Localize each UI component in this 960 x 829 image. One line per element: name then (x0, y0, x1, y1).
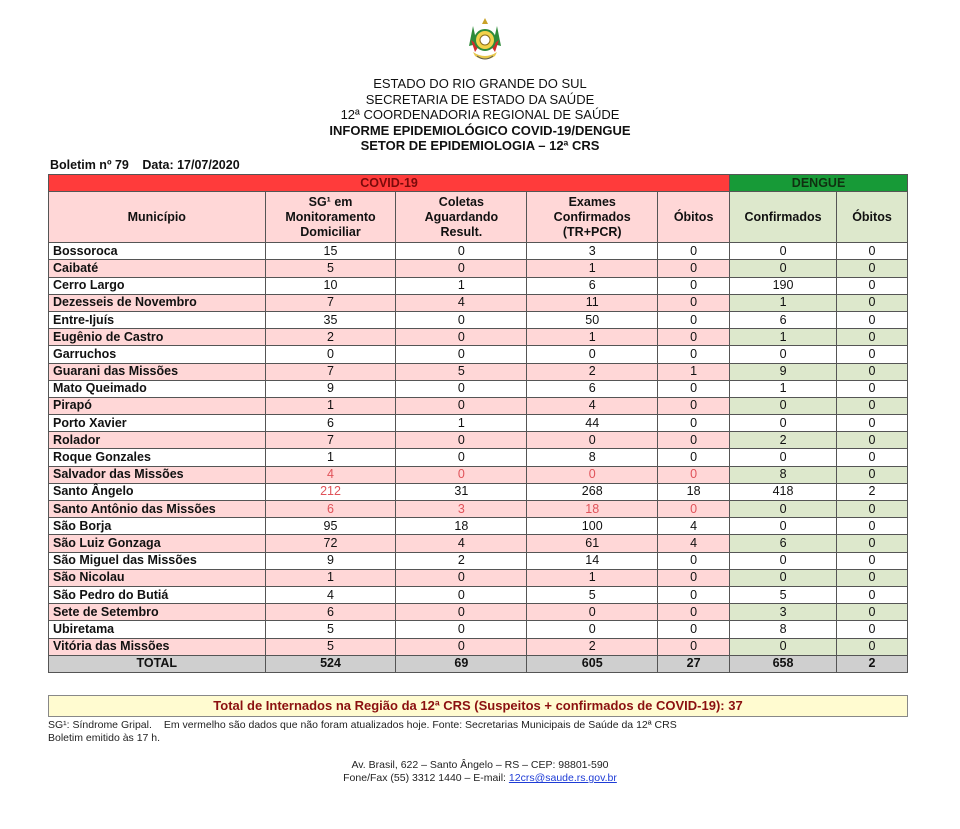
sg-cell: 4 (265, 466, 396, 483)
obitos-cell: 18 (658, 483, 730, 500)
dengue-obitos-cell: 0 (837, 415, 908, 432)
obitos-cell: 0 (658, 569, 730, 586)
municipio-cell: Porto Xavier (49, 415, 266, 432)
dengue-obitos-cell: 0 (837, 501, 908, 518)
obitos-cell: 0 (658, 604, 730, 621)
dengue-confirmados-cell: 418 (730, 483, 837, 500)
address-line: Av. Brasil, 622 – Santo Ângelo – RS – CEP: 98801-590 (351, 759, 609, 771)
municipio-cell: Roque Gonzales (49, 449, 266, 466)
coletas-cell: 1 (396, 415, 527, 432)
table-row (49, 518, 908, 535)
col-sg-line2: Monitoramento (285, 209, 376, 224)
header-secretariat: SECRETARIA DE ESTADO DA SAÚDE (365, 91, 595, 107)
coletas-cell: 0 (396, 346, 527, 363)
municipio-cell: Pirapó (49, 397, 266, 414)
coletas-cell: 0 (396, 311, 527, 328)
exames-cell: 1 (527, 569, 658, 586)
municipio-cell: Guarani das Missões (49, 363, 266, 380)
municipio-cell: São Luiz Gonzaga (49, 535, 266, 552)
dengue-confirmados-cell: 0 (730, 415, 837, 432)
dengue-obitos-cell: 0 (837, 260, 908, 277)
dengue-obitos-cell: 0 (837, 638, 908, 655)
municipio-cell: Rolador (49, 432, 266, 449)
total-dengue-confirmados-cell: 658 (730, 655, 837, 672)
exames-cell: 44 (527, 415, 658, 432)
obitos-cell: 0 (658, 277, 730, 294)
col-coletas-line2: Aguardando (424, 209, 499, 224)
sg-cell: 1 (265, 569, 396, 586)
sg-cell: 0 (265, 346, 396, 363)
total-dengue-obitos-cell: 2 (837, 655, 908, 672)
coletas-cell: 0 (396, 466, 527, 483)
footnote-sg: SG¹: Síndrome Gripal. (48, 719, 152, 731)
sg-cell: 7 (265, 363, 396, 380)
table-body (49, 243, 908, 673)
coletas-cell: 0 (396, 397, 527, 414)
dengue-obitos-cell: 0 (837, 535, 908, 552)
exames-cell: 1 (527, 329, 658, 346)
sg-cell: 2 (265, 329, 396, 346)
bulletin-date: Data: 17/07/2020 (142, 158, 240, 172)
dengue-confirmados-cell: 0 (730, 397, 837, 414)
hospitalized-total-banner: Total de Internados na Região da 12ª CRS (Suspeitos + confirmados de COVID-19): 37 (48, 695, 908, 717)
table-row (49, 346, 908, 363)
table-row (49, 329, 908, 346)
dengue-confirmados-cell: 3 (730, 604, 837, 621)
municipio-cell: Dezesseis de Novembro (49, 294, 266, 311)
municipio-cell: Santo Antônio das Missões (49, 501, 266, 518)
obitos-cell: 4 (658, 518, 730, 535)
contact-address (0, 759, 960, 785)
table-row (49, 449, 908, 466)
municipio-cell: Caibaté (49, 260, 266, 277)
municipio-cell: Eugênio de Castro (49, 329, 266, 346)
dengue-confirmados-cell: 6 (730, 535, 837, 552)
coletas-cell: 0 (396, 243, 527, 260)
municipio-cell: Vitória das Missões (49, 638, 266, 655)
sg-cell: 72 (265, 535, 396, 552)
obitos-cell: 0 (658, 243, 730, 260)
municipio-cell: Sete de Setembro (49, 604, 266, 621)
sg-cell: 9 (265, 552, 396, 569)
municipio-cell: Garruchos (49, 346, 266, 363)
exames-cell: 3 (527, 243, 658, 260)
total-obitos-cell: 27 (658, 655, 730, 672)
obitos-cell: 0 (658, 294, 730, 311)
footnote-emitted: Boletim emitido às 17 h. (48, 732, 161, 744)
dengue-obitos-cell: 0 (837, 466, 908, 483)
exames-cell: 4 (527, 397, 658, 414)
dengue-confirmados-cell: 9 (730, 363, 837, 380)
dengue-obitos-cell: 0 (837, 311, 908, 328)
dengue-obitos-cell: 0 (837, 380, 908, 397)
sg-cell: 1 (265, 449, 396, 466)
sg-cell: 4 (265, 586, 396, 603)
dengue-confirmados-cell: 190 (730, 277, 837, 294)
sg-cell: 5 (265, 260, 396, 277)
exames-cell: 2 (527, 638, 658, 655)
bulletin-number: Boletim nº 79 (50, 158, 129, 172)
table-row (49, 535, 908, 552)
obitos-cell: 0 (658, 432, 730, 449)
dengue-confirmados-cell: 0 (730, 569, 837, 586)
contact-line (0, 772, 960, 785)
coletas-cell: 0 (396, 569, 527, 586)
total-exames-cell: 605 (527, 655, 658, 672)
municipio-cell: Ubiretama (49, 621, 266, 638)
sg-cell: 6 (265, 604, 396, 621)
col-sg-monitoramento (265, 192, 396, 243)
dengue-confirmados-cell: 0 (730, 449, 837, 466)
coletas-cell: 3 (396, 501, 527, 518)
table-row (49, 604, 908, 621)
obitos-cell: 0 (658, 449, 730, 466)
dengue-confirmados-cell: 0 (730, 501, 837, 518)
exames-cell: 100 (527, 518, 658, 535)
dengue-confirmados-cell: 0 (730, 638, 837, 655)
sg-cell: 212 (265, 483, 396, 500)
col-sg-line3: Domiciliar (300, 224, 361, 239)
exames-cell: 0 (527, 604, 658, 621)
dengue-confirmados-cell: 6 (730, 311, 837, 328)
col-sg-line1: SG¹ em (308, 194, 353, 209)
sg-cell: 9 (265, 380, 396, 397)
exames-cell: 0 (527, 432, 658, 449)
exames-cell: 0 (527, 346, 658, 363)
col-municipio: Município (49, 192, 266, 243)
dengue-obitos-cell: 0 (837, 346, 908, 363)
coletas-cell: 0 (396, 586, 527, 603)
dengue-obitos-cell: 0 (837, 329, 908, 346)
municipio-cell: Bossoroca (49, 243, 266, 260)
coletas-cell: 0 (396, 604, 527, 621)
email-link[interactable]: 12crs@saude.rs.gov.br (508, 772, 617, 784)
exames-cell: 61 (527, 535, 658, 552)
dengue-obitos-cell: 0 (837, 569, 908, 586)
obitos-cell: 0 (658, 552, 730, 569)
municipio-cell: Cerro Largo (49, 277, 266, 294)
sg-cell: 7 (265, 294, 396, 311)
municipio-cell: São Pedro do Butiá (49, 586, 266, 603)
dengue-group-header: DENGUE (730, 175, 908, 192)
exames-cell: 8 (527, 449, 658, 466)
coletas-cell: 0 (396, 432, 527, 449)
obitos-cell: 0 (658, 346, 730, 363)
exames-cell: 18 (527, 501, 658, 518)
coletas-cell: 0 (396, 638, 527, 655)
col-coletas-line1: Coletas (438, 194, 484, 209)
coat-of-arms-icon (465, 16, 505, 64)
coletas-cell: 2 (396, 552, 527, 569)
exames-cell: 50 (527, 311, 658, 328)
dengue-obitos-cell: 0 (837, 277, 908, 294)
coletas-cell: 1 (396, 277, 527, 294)
table-row (49, 294, 908, 311)
table-row (49, 501, 908, 518)
col-dengue-obitos: Óbitos (837, 192, 908, 243)
covid-group-header: COVID-19 (49, 175, 730, 192)
dengue-obitos-cell: 0 (837, 243, 908, 260)
table-row (49, 552, 908, 569)
exames-cell: 2 (527, 363, 658, 380)
table-row (49, 277, 908, 294)
dengue-confirmados-cell: 0 (730, 346, 837, 363)
obitos-cell: 0 (658, 329, 730, 346)
epidemiology-table (48, 174, 908, 673)
coletas-cell: 4 (396, 535, 527, 552)
total-row (49, 655, 908, 672)
coletas-cell: 0 (396, 260, 527, 277)
dengue-obitos-cell: 2 (837, 483, 908, 500)
exames-cell: 14 (527, 552, 658, 569)
col-exames-line3: (TR+PCR) (562, 224, 622, 239)
sg-cell: 7 (265, 432, 396, 449)
dengue-obitos-cell: 0 (837, 363, 908, 380)
dengue-confirmados-cell: 0 (730, 260, 837, 277)
coletas-cell: 4 (396, 294, 527, 311)
sg-cell: 10 (265, 277, 396, 294)
dengue-obitos-cell: 0 (837, 449, 908, 466)
sg-cell: 1 (265, 397, 396, 414)
table-row (49, 569, 908, 586)
dengue-obitos-cell: 0 (837, 586, 908, 603)
dengue-obitos-cell: 0 (837, 397, 908, 414)
table-row (49, 638, 908, 655)
exames-cell: 268 (527, 483, 658, 500)
col-dengue-confirmados: Confirmados (730, 192, 837, 243)
municipio-cell: Salvador das Missões (49, 466, 266, 483)
municipio-cell: Entre-Ijuís (49, 311, 266, 328)
phone-text: Fone/Fax (55) 3312 1440 – E-mail: (343, 772, 509, 784)
exames-cell: 6 (527, 380, 658, 397)
sg-cell: 6 (265, 501, 396, 518)
obitos-cell: 0 (658, 466, 730, 483)
col-exames-line2: Confirmados (553, 209, 631, 224)
table-row (49, 397, 908, 414)
obitos-cell: 1 (658, 363, 730, 380)
total-coletas-cell: 69 (396, 655, 527, 672)
exames-cell: 0 (527, 466, 658, 483)
report-title: INFORME EPIDEMIOLÓGICO COVID-19/DENGUE (329, 122, 631, 138)
document-header (0, 76, 960, 154)
exames-cell: 0 (527, 621, 658, 638)
obitos-cell: 0 (658, 260, 730, 277)
sg-cell: 6 (265, 415, 396, 432)
coletas-cell: 0 (396, 449, 527, 466)
dengue-confirmados-cell: 8 (730, 621, 837, 638)
obitos-cell: 4 (658, 535, 730, 552)
dengue-confirmados-cell: 1 (730, 380, 837, 397)
dengue-obitos-cell: 0 (837, 432, 908, 449)
coletas-cell: 18 (396, 518, 527, 535)
obitos-cell: 0 (658, 397, 730, 414)
dengue-obitos-cell: 0 (837, 604, 908, 621)
municipio-cell: São Miguel das Missões (49, 552, 266, 569)
table-row (49, 260, 908, 277)
coletas-cell: 5 (396, 363, 527, 380)
header-state: ESTADO DO RIO GRANDE DO SUL (373, 76, 587, 91)
coletas-cell: 0 (396, 380, 527, 397)
sg-cell: 15 (265, 243, 396, 260)
exames-cell: 11 (527, 294, 658, 311)
footnote-legend: Em vermelho são dados que não foram atualizados hoje. Fonte: Secretarias Municipais de Saúde da 12ª CRS (163, 719, 677, 731)
obitos-cell: 0 (658, 621, 730, 638)
dengue-confirmados-cell: 0 (730, 243, 837, 260)
dengue-confirmados-cell: 0 (730, 518, 837, 535)
municipio-cell: Mato Queimado (49, 380, 266, 397)
dengue-confirmados-cell: 1 (730, 329, 837, 346)
obitos-cell: 0 (658, 638, 730, 655)
obitos-cell: 0 (658, 415, 730, 432)
col-coletas (396, 192, 527, 243)
col-exames (527, 192, 658, 243)
footnotes (48, 719, 677, 745)
col-coletas-line3: Result. (440, 224, 483, 239)
table-row (49, 415, 908, 432)
table-row (49, 311, 908, 328)
exames-cell: 5 (527, 586, 658, 603)
table-row (49, 243, 908, 260)
table-row (49, 466, 908, 483)
report-subtitle: SETOR DE EPIDEMIOLOGIA – 12ª CRS (360, 138, 600, 153)
obitos-cell: 0 (658, 380, 730, 397)
exames-cell: 6 (527, 277, 658, 294)
obitos-cell: 0 (658, 311, 730, 328)
header-coordination: 12ª COORDENADORIA REGIONAL DE SAÚDE (340, 107, 620, 122)
table-row (49, 363, 908, 380)
table-row (49, 621, 908, 638)
dengue-obitos-cell: 0 (837, 518, 908, 535)
dengue-confirmados-cell: 5 (730, 586, 837, 603)
col-obitos-covid: Óbitos (658, 192, 730, 243)
municipio-cell: São Borja (49, 518, 266, 535)
sg-cell: 5 (265, 621, 396, 638)
dengue-confirmados-cell: 8 (730, 466, 837, 483)
dengue-obitos-cell: 0 (837, 552, 908, 569)
municipio-cell: São Nicolau (49, 569, 266, 586)
dengue-obitos-cell: 0 (837, 294, 908, 311)
coletas-cell: 0 (396, 621, 527, 638)
sg-cell: 5 (265, 638, 396, 655)
coletas-cell: 0 (396, 329, 527, 346)
exames-cell: 1 (527, 260, 658, 277)
col-exames-line1: Exames (568, 194, 616, 209)
obitos-cell: 0 (658, 586, 730, 603)
table-row (49, 586, 908, 603)
bulletin-info (50, 158, 240, 172)
total-label: TOTAL (49, 655, 266, 672)
table-row (49, 432, 908, 449)
sg-cell: 95 (265, 518, 396, 535)
total-sg-cell: 524 (265, 655, 396, 672)
table-row (49, 380, 908, 397)
table-row (49, 483, 908, 500)
dengue-confirmados-cell: 2 (730, 432, 837, 449)
dengue-confirmados-cell: 1 (730, 294, 837, 311)
sg-cell: 35 (265, 311, 396, 328)
obitos-cell: 0 (658, 501, 730, 518)
dengue-obitos-cell: 0 (837, 621, 908, 638)
municipio-cell: Santo Ângelo (49, 483, 266, 500)
coletas-cell: 31 (396, 483, 527, 500)
dengue-confirmados-cell: 0 (730, 552, 837, 569)
